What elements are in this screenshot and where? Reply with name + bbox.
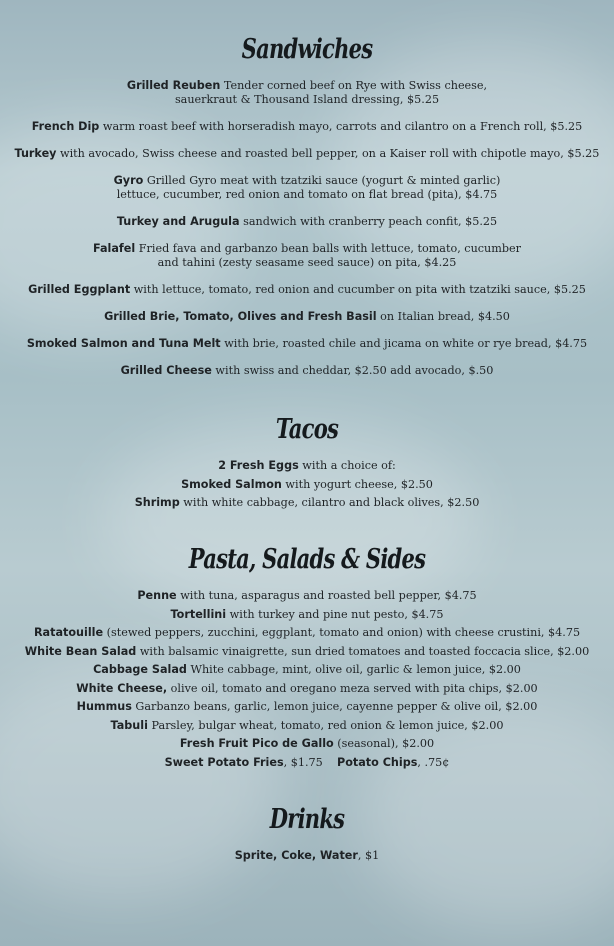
item-name: 2 Fresh Eggs (218, 459, 299, 472)
menu-item (0, 682, 614, 696)
item-name: White Cheese, (76, 681, 168, 695)
item-name: White Bean Salad (24, 644, 137, 658)
menu-item (0, 849, 614, 863)
menu-item (0, 364, 614, 378)
item-desc: Parsley, bulgar wheat, tomato, red onion & lemon juice, $2.00 (147, 718, 504, 732)
item-desc: with turkey and pine nut pesto, $4.75 (226, 607, 444, 621)
item-desc: (stewed peppers, zucchini, eggplant, tomato and onion) with cheese crustini, $4.75 (103, 626, 581, 639)
item-desc: with yogurt cheese, $2.50 (281, 477, 433, 491)
pasta-heading: Pasta, Salads & Sides (188, 544, 426, 575)
item-desc: Tender corned beef on Rye with Swiss cheese, (220, 79, 488, 92)
item-desc: Garbanzo beans, garlic, lemon juice, cayenne pepper & olive oil, $2.00 (131, 700, 538, 713)
item-name: Grilled Eggplant (28, 283, 131, 296)
item-name: Turkey (14, 147, 57, 160)
item-name: Turkey and Arugula (116, 215, 240, 228)
item-name: Falafel (93, 242, 136, 255)
item-name: Ratatouille (33, 626, 104, 639)
menu-item (0, 608, 614, 622)
menu-item (0, 700, 614, 714)
menu-item (0, 174, 614, 202)
menu-item (0, 215, 614, 229)
menu-item (0, 459, 614, 473)
menu-item (0, 626, 614, 640)
item-desc: with a choice of: (298, 459, 396, 472)
item-name: Potato Chips (337, 755, 418, 769)
item-name: French Dip (31, 120, 100, 133)
item-name: Fresh Fruit Pico de Gallo (179, 737, 334, 750)
item-name: Penne (137, 589, 177, 602)
item-desc: White cabbage, mint, olive oil, garlic & lemon juice, $2.00 (186, 663, 521, 676)
item-desc: , $1 (357, 848, 380, 862)
menu-item (0, 496, 614, 510)
item-desc: with brie, roasted chile and jicama on white or rye bread, $4.75 (220, 337, 588, 350)
item-desc: warm roast beef with horseradish mayo, carrots and cilantro on a French roll, $5.25 (99, 120, 583, 133)
item-name: Gyro (113, 174, 144, 187)
item-desc: with tuna, asparagus and roasted bell pepper, $4.75 (176, 589, 477, 602)
item-name: Sprite, Coke, Water (234, 848, 358, 862)
item-name: Cabbage Salad (93, 663, 187, 676)
item-name: Shrimp (134, 496, 180, 509)
item-name: Smoked Salmon (181, 477, 282, 491)
item-desc: and tahini (zesty seasame seed sauce) on pita, $4.25 (157, 256, 457, 269)
menu-item (0, 719, 614, 733)
menu-item (0, 756, 614, 770)
menu-item (0, 310, 614, 324)
item-desc: with avocado, Swiss cheese and roasted bell pepper, on a Kaiser roll with chipotle mayo, $5.25 (56, 147, 600, 160)
menu-item (0, 478, 614, 492)
item-name: Grilled Cheese (120, 364, 212, 377)
item-desc: with white cabbage, cilantro and black olives, $2.50 (179, 496, 480, 509)
item-desc: , .75¢ (417, 755, 450, 769)
menu-item (0, 283, 614, 297)
menu-item (0, 737, 614, 751)
item-desc: (seasonal), $2.00 (333, 737, 435, 750)
item-desc: sauerkraut & Thousand Island dressing, $5.25 (174, 93, 440, 106)
item-name: Tortellini (170, 607, 227, 621)
item-desc: olive oil, tomato and oregano meza served with pita chips, $2.00 (167, 681, 538, 695)
item-desc: Fried fava and garbanzo bean balls with lettuce, tomato, cucumber (135, 242, 521, 255)
item-name: Grilled Brie, Tomato, Olives and Fresh Basil (104, 310, 377, 323)
sandwiches-heading: Sandwiches (241, 34, 373, 65)
menu-item (0, 120, 614, 134)
item-desc: , $1.75 (283, 755, 337, 769)
tacos-heading: Tacos (275, 414, 339, 445)
drinks-heading: Drinks (269, 803, 345, 835)
item-desc: Grilled Gyro meat with tzatziki sauce (yogurt & minted garlic) (143, 174, 501, 187)
menu-item (0, 147, 614, 161)
item-name: Hummus (76, 700, 132, 713)
menu-item (0, 242, 614, 270)
item-desc: sandwich with cranberry peach confit, $5.25 (239, 215, 498, 228)
item-desc: with lettuce, tomato, red onion and cucumber on pita with tzatziki sauce, $5.25 (130, 283, 586, 296)
item-desc: with balsamic vinaigrette, sun dried tomatoes and toasted foccacia slice, $2.00 (136, 644, 590, 658)
item-name: Smoked Salmon and Tuna Melt (26, 337, 221, 350)
item-name: Grilled Reuben (126, 79, 221, 92)
menu-item (0, 663, 614, 677)
item-desc: with swiss and cheddar, $2.50 add avocado, $.50 (211, 364, 494, 377)
menu-item (0, 79, 614, 107)
menu-item (0, 589, 614, 603)
menu-item (0, 337, 614, 351)
item-desc: lettuce, cucumber, red onion and tomato on flat bread (pita), $4.75 (116, 188, 498, 201)
item-name: Sweet Potato Fries (164, 755, 284, 769)
menu-item (0, 645, 614, 659)
item-desc: on Italian bread, $4.50 (376, 310, 510, 323)
item-name: Tabuli (110, 718, 148, 732)
